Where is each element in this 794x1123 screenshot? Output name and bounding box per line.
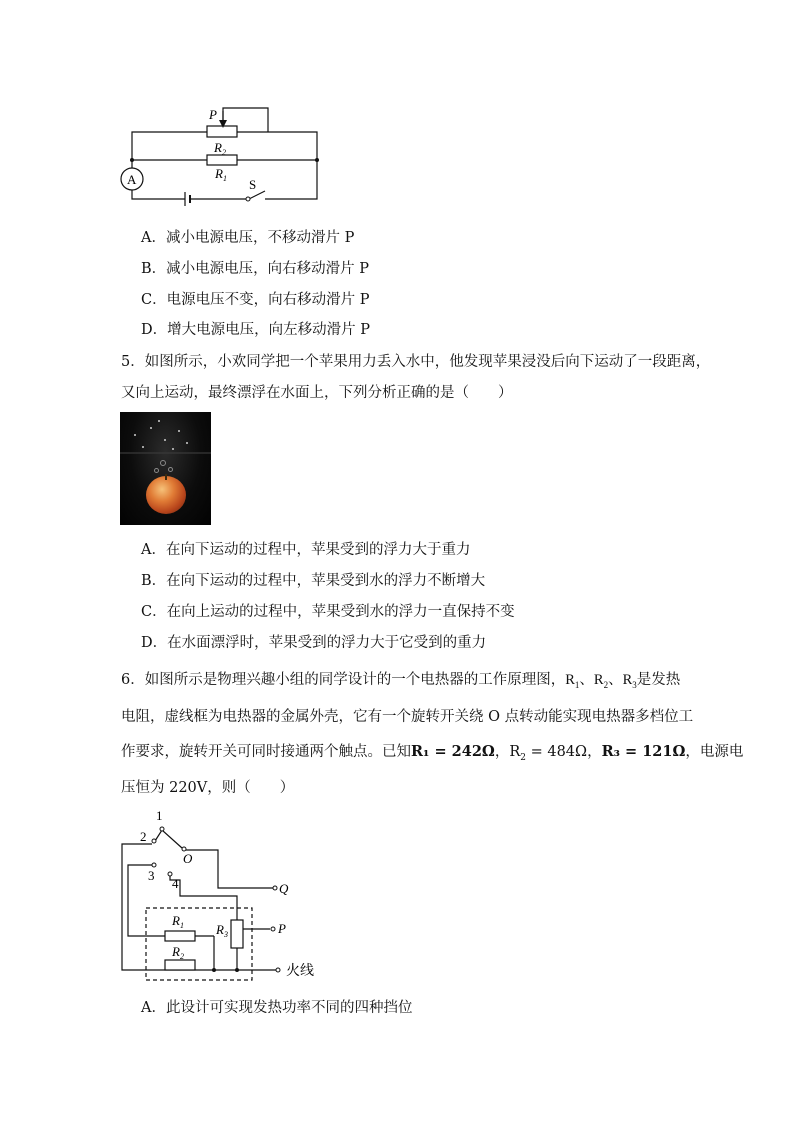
q4-label-r2: $R_2$ bbox=[214, 140, 226, 157]
q5-stem-line2: 又向上运动，最终漂浮在水面上，下列分析正确的是（ ） bbox=[121, 385, 513, 401]
q6-option-a: A．此设计可实现发热功率不同的四种挡位 bbox=[141, 1000, 413, 1016]
q6-label-r1: $R_1$ bbox=[172, 913, 184, 930]
q6-label-live: 火线 bbox=[286, 964, 314, 979]
apple bbox=[146, 476, 186, 514]
q5-stem-line1: 5．如图所示，小欢同学把一个苹果用力丢入水中，他发现苹果浸没后向下运动了一段距离， bbox=[121, 354, 711, 370]
q5-option-c: C．在向上运动的过程中，苹果受到水的浮力一直保持不变 bbox=[141, 604, 515, 620]
q4-label-ammeter: A bbox=[127, 172, 137, 187]
q6-circuit-diagram bbox=[110, 808, 340, 988]
q6-label-1: 1 bbox=[156, 808, 163, 823]
q5-option-a: A．在向下运动的过程中，苹果受到的浮力大于重力 bbox=[141, 542, 471, 558]
q6-label-4: 4 bbox=[172, 876, 179, 891]
q6-label-q: Q bbox=[279, 881, 289, 896]
q6-label-r2: $R_2$ bbox=[172, 944, 184, 961]
q6-label-3: 3 bbox=[148, 868, 155, 883]
q6-stem-line4: 压恒为 220V，则（ ） bbox=[121, 780, 295, 796]
q6-label-o: O bbox=[183, 851, 193, 866]
q6-label-r3: $R_3$ bbox=[216, 922, 228, 939]
q4-option-d: D．增大电源电压，向左移动滑片 P bbox=[141, 322, 370, 338]
q6-label-2: 2 bbox=[140, 829, 147, 844]
q4-label-switch: S bbox=[249, 177, 257, 192]
q4-option-b: B．减小电源电压，向右移动滑片 P bbox=[141, 261, 370, 277]
q6-stem-line3: 作要求，旋转开关可同时接通两个触点。已知R₁ = 242Ω，$R_2 = 484\Omega$，R₃ = 121Ω，电源电 bbox=[121, 743, 744, 763]
q4-option-a: A．减小电源电压，不移动滑片 P bbox=[141, 230, 355, 246]
q6-stem-line1: 6．如图所示是物理兴趣小组的同学设计的一个电热器的工作原理图，$R_1$、$R_2$、$R_3$是发热 bbox=[121, 672, 681, 690]
q4-option-c: C．电源电压不变，向右移动滑片 P bbox=[141, 292, 370, 308]
q6-stem-line2: 电阻，虚线框为电热器的金属外壳，它有一个旋转开关绕 O 点转动能实现电热器多档位工 bbox=[121, 709, 694, 725]
q4-label-r1: $R_1$ bbox=[215, 166, 227, 183]
q5-option-d: D．在水面漂浮时，苹果受到的浮力大于它受到的重力 bbox=[141, 635, 487, 651]
q5-option-b: B．在向下运动的过程中，苹果受到水的浮力不断增大 bbox=[141, 573, 486, 589]
q4-circuit-diagram bbox=[115, 100, 330, 210]
q6-label-p: P bbox=[278, 921, 286, 936]
apple-in-water-photo bbox=[120, 412, 211, 525]
q4-label-p: P bbox=[209, 107, 217, 122]
